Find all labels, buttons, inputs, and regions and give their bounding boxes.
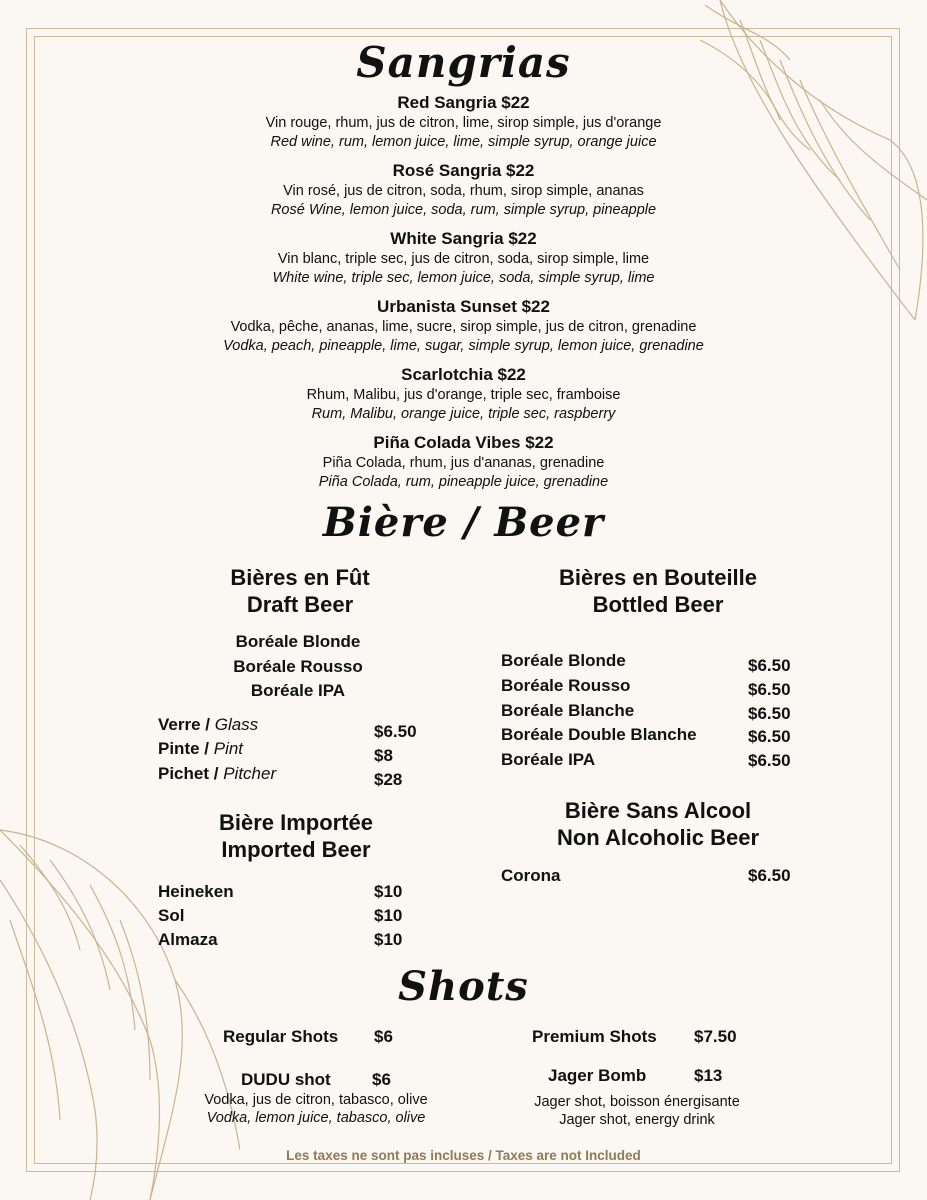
imported-beer-name: Heineken — [158, 882, 234, 901]
sangria-ingredients-en: White wine, triple sec, lemon juice, soda, simple syrup, lime — [272, 270, 655, 286]
draft-beer-title — [150, 564, 450, 618]
sangria-item — [0, 160, 927, 220]
dudu-shot-price: $6 — [372, 1070, 391, 1089]
draft-size-fr: Pinte — [158, 739, 200, 758]
sangria-ingredients-en: Rosé Wine, lemon juice, soda, rum, simple syrup, pineapple — [270, 202, 657, 218]
tax-notice: Les taxes ne sont pas incluses / Taxes are not Included — [286, 1148, 641, 1163]
imported-beer-title-fr: Bière Importée — [218, 810, 374, 835]
sangria-ingredients-fr: Vin rouge, rhum, jus de citron, lime, sirop simple, jus d'orange — [265, 115, 662, 131]
draft-beer-title-en: Draft Beer — [246, 592, 354, 617]
imported-beer-title — [146, 809, 446, 863]
shots-heading: Shots — [398, 963, 529, 1010]
jager-bomb-description — [487, 1093, 787, 1129]
imported-beer-name: Sol — [158, 906, 185, 925]
sangria-ingredients-fr: Vin rosé, jus de citron, soda, rhum, sirop simple, ananas — [283, 183, 644, 199]
sangria-name: Urbanista Sunset $22 — [377, 297, 550, 316]
non-alcoholic-beer-name: Corona — [501, 866, 561, 885]
draft-brand: Boréale Blonde — [235, 632, 361, 651]
sangria-item — [0, 364, 927, 424]
dudu-shot-description — [166, 1091, 466, 1127]
draft-size-row: Pinte / Pint — [158, 739, 244, 758]
imported-beer-price: $10 — [374, 906, 403, 925]
draft-size-fr: Verre — [158, 715, 201, 734]
regular-shots-name: Regular Shots — [223, 1027, 339, 1046]
bottled-beer-name: Boréale Double Blanche — [501, 725, 697, 744]
sangria-name: Rosé Sangria $22 — [392, 161, 535, 180]
bottled-beer-name: Boréale Rousso — [501, 676, 631, 695]
bottled-beer-price: $6.50 — [748, 680, 791, 699]
jager-bomb-name: Jager Bomb — [548, 1066, 647, 1085]
dudu-shot-name: DUDU shot — [241, 1070, 331, 1089]
draft-beer-title-fr: Bières en Fût — [230, 565, 370, 590]
sangria-ingredients-en: Rum, Malibu, orange juice, triple sec, raspberry — [311, 406, 616, 422]
jager-bomb-en: Jager shot, energy drink — [559, 1112, 715, 1128]
draft-size-row: Verre / Glass — [158, 715, 259, 734]
sangria-item — [0, 296, 927, 356]
bottled-beer-title — [498, 564, 818, 618]
dudu-shot-en: Vodka, lemon juice, tabasco, olive — [206, 1110, 426, 1126]
premium-shots-name: Premium Shots — [532, 1027, 657, 1046]
sangria-ingredients-fr: Rhum, Malibu, jus d'orange, triple sec, framboise — [306, 387, 621, 403]
beer-heading: Bière / Beer — [322, 499, 605, 546]
bottled-beer-price: $6.50 — [748, 751, 791, 770]
draft-size-price: $28 — [374, 770, 403, 789]
imported-beer-price: $10 — [374, 930, 403, 949]
draft-size-en: Glass — [214, 715, 259, 734]
non-alcoholic-title-en: Non Alcoholic Beer — [556, 825, 760, 850]
bottled-beer-name: Boréale IPA — [501, 750, 596, 769]
bottled-beer-name: Boréale Blonde — [501, 651, 626, 670]
sangria-ingredients-en: Vodka, peach, pineapple, lime, sugar, simple syrup, lemon juice, grenadine — [223, 338, 704, 354]
non-alcoholic-beer-price: $6.50 — [748, 866, 791, 885]
sangria-ingredients-en: Red wine, rum, lemon juice, lime, simple syrup, orange juice — [270, 134, 657, 150]
draft-brand: Boréale Rousso — [233, 656, 363, 676]
bottled-beer-title-en: Bottled Beer — [592, 592, 724, 617]
sangrias-heading: Sangrias — [356, 38, 571, 87]
dudu-shot-fr: Vodka, jus de citron, tabasco, olive — [204, 1092, 428, 1108]
imported-beer-name: Almaza — [158, 930, 218, 949]
sangria-ingredients-fr: Piña Colada, rhum, jus d'ananas, grenadine — [322, 455, 605, 471]
draft-size-fr: Pichet — [158, 764, 210, 783]
sangria-name: Red Sangria $22 — [397, 93, 530, 112]
non-alcoholic-beer-title — [498, 797, 818, 851]
bottled-beer-price: $6.50 — [748, 656, 791, 675]
sangria-item — [0, 228, 927, 288]
draft-size-price: $6.50 — [374, 722, 417, 741]
draft-brand: Boréale IPA — [250, 681, 346, 700]
sangria-ingredients-fr: Vodka, pêche, ananas, lime, sucre, sirop simple, jus de citron, grenadine — [230, 319, 697, 335]
draft-size-price: $8 — [374, 746, 393, 765]
sangria-name: Scarlotchia $22 — [401, 365, 526, 384]
imported-beer-price: $10 — [374, 882, 403, 901]
jager-bomb-price: $13 — [694, 1066, 723, 1085]
draft-size-row: Pichet / Pitcher — [158, 764, 277, 783]
sangria-item — [0, 92, 927, 152]
bottled-beer-name: Boréale Blanche — [501, 701, 635, 720]
bottled-beer-price: $6.50 — [748, 727, 791, 746]
draft-size-en: Pitcher — [223, 764, 277, 783]
jager-bomb-fr: Jager shot, boisson énergisante — [534, 1094, 740, 1110]
regular-shots-price: $6 — [374, 1027, 393, 1046]
non-alcoholic-title-fr: Bière Sans Alcool — [564, 798, 752, 823]
premium-shots-price: $7.50 — [694, 1027, 737, 1046]
sangria-item — [0, 432, 927, 492]
bottled-beer-price: $6.50 — [748, 704, 791, 723]
draft-size-en: Pint — [213, 739, 244, 758]
bottled-beer-title-fr: Bières en Bouteille — [558, 565, 758, 590]
sangria-name: Piña Colada Vibes $22 — [373, 433, 554, 452]
sangria-name: White Sangria $22 — [390, 229, 537, 248]
imported-beer-title-en: Imported Beer — [221, 837, 371, 862]
draft-beer-brands — [150, 630, 446, 704]
sangria-ingredients-fr: Vin blanc, triple sec, jus de citron, soda, sirop simple, lime — [277, 251, 650, 267]
sangria-ingredients-en: Piña Colada, rum, pineapple juice, grenadine — [318, 474, 609, 490]
